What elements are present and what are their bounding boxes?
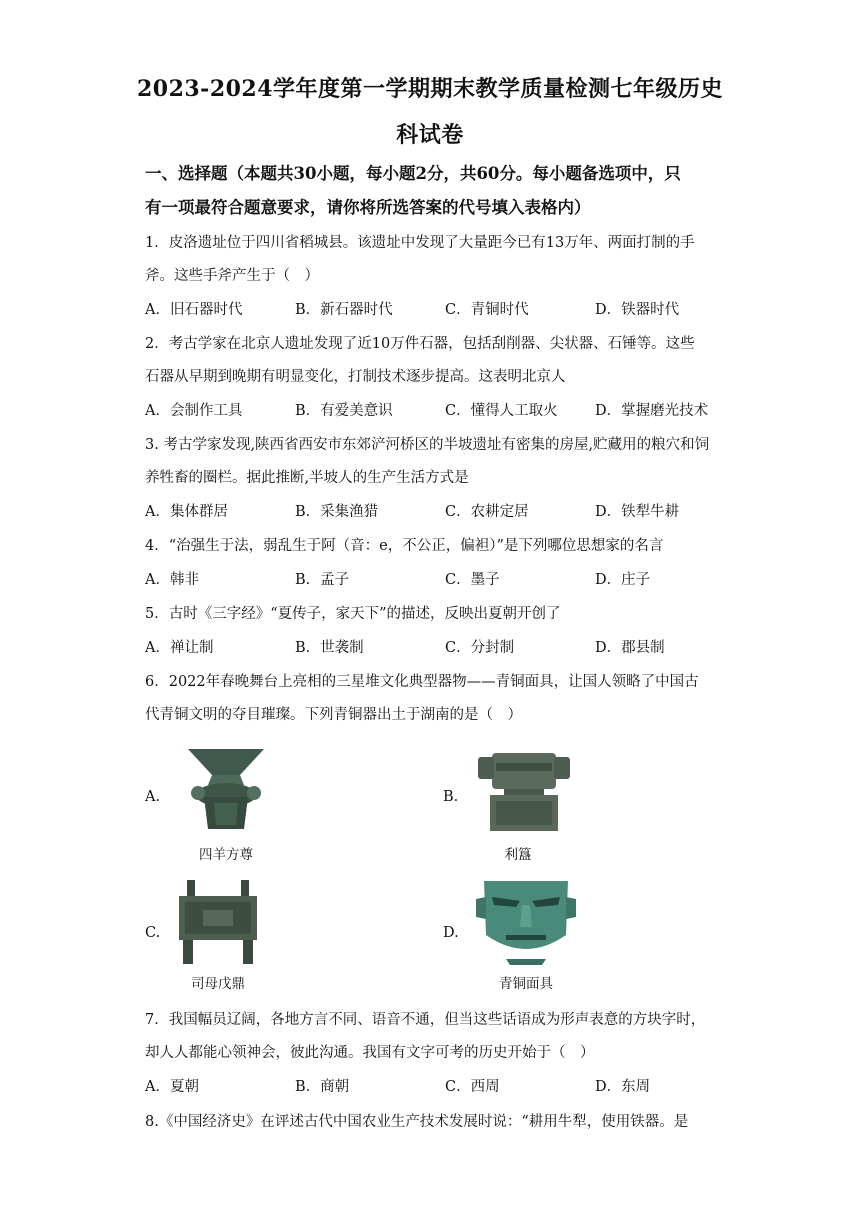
option-d[interactable]: D．东周 xyxy=(595,1079,651,1095)
question-4-line1: 4．“治强生于法，弱乱生于阿（音：e，不公正，偏袒）”是下列哪位思想家的名言 xyxy=(145,538,664,554)
option-b[interactable]: B．商朝 xyxy=(295,1079,350,1095)
question-7-line1: 7．我国幅员辽阔，各地方言不同、语音不通，但当这些话语成为形声表意的方块字时， xyxy=(145,1012,706,1028)
option-b[interactable]: B．世袭制 xyxy=(295,640,364,656)
section-heading-line1: 一、选择题（本题共30小题，每小题2分，共60分。每小题备选项中，只 xyxy=(145,164,681,183)
option-b[interactable]: B．采集渔猎 xyxy=(295,504,379,520)
option-c[interactable]: C．农耕定居 xyxy=(445,504,529,520)
image-option-d-label[interactable]: D. xyxy=(443,925,459,941)
question-6-line2: 代青铜文明的夺目璀璨。下列青铜器出土于湖南的是（ ） xyxy=(145,707,522,723)
question-8-line1: 8.《中国经济史》在评述古代中国农业生产技术发展时说：“耕用牛犁，使用铁器。是 xyxy=(145,1114,689,1130)
image-option-c-label[interactable]: C. xyxy=(145,925,161,941)
question-1-options xyxy=(145,298,725,318)
bronze-mask-icon[interactable] xyxy=(476,875,576,965)
image-option-b-label[interactable]: B. xyxy=(443,789,459,805)
option-c[interactable]: C．分封制 xyxy=(445,640,515,656)
question-2-line2: 石器从早期到晚期有明显变化，打制技术逐步提高。这表明北京人 xyxy=(145,369,566,385)
option-a[interactable]: A．夏朝 xyxy=(145,1079,199,1095)
option-d[interactable]: D．掌握磨光技术 xyxy=(595,403,709,419)
question-3-options xyxy=(145,500,725,520)
question-6-line1: 6．2022年春晚舞台上亮相的三星堆文化典型器物——青铜面具，让国人领略了中国古 xyxy=(145,674,699,690)
image-option-a-caption: 四羊方尊 xyxy=(199,847,253,863)
question-1-line2: 斧。这些手斧产生于（ ） xyxy=(145,268,319,284)
four-goat-square-zun-icon[interactable] xyxy=(178,745,274,833)
question-7-options xyxy=(145,1075,725,1095)
simuwu-ding-icon[interactable] xyxy=(173,878,263,966)
question-5-options xyxy=(145,636,725,656)
option-b[interactable]: B．新石器时代 xyxy=(295,302,393,318)
option-a[interactable]: A．集体群居 xyxy=(145,504,228,520)
option-d[interactable]: D．郡县制 xyxy=(595,640,665,656)
image-option-c-caption: 司母戊鼎 xyxy=(191,976,245,992)
option-a[interactable]: A．旧石器时代 xyxy=(145,302,243,318)
section-heading-line2: 有一项最符合题意要求，请你将所选答案的代号填入表格内） xyxy=(145,198,591,217)
question-3-line2: 养牲畜的圈栏。据此推断,半坡人的生产生活方式是 xyxy=(145,470,469,486)
option-d[interactable]: D．铁器时代 xyxy=(595,302,680,318)
question-5-line1: 5．古时《三字经》“夏传子，家天下”的描述，反映出夏朝开创了 xyxy=(145,606,561,622)
li-gui-icon[interactable] xyxy=(474,745,574,833)
option-c[interactable]: C．懂得人工取火 xyxy=(445,403,558,419)
exam-title-line1: 2023-2024学年度第一学期期末教学质量检测七年级历史 xyxy=(136,76,724,102)
option-c[interactable]: C．西周 xyxy=(445,1079,500,1095)
question-2-line1: 2．考古学家在北京人遗址发现了近10万件石器，包括刮削器、尖状器、石锤等。这些 xyxy=(145,336,695,352)
option-b[interactable]: B．孟子 xyxy=(295,572,350,588)
image-option-a-label[interactable]: A. xyxy=(145,789,161,805)
question-7-line2: 却人人都能心领神会，彼此沟通。我国有文字可考的历史开始于（ ） xyxy=(145,1045,595,1061)
option-b[interactable]: B．有爱美意识 xyxy=(295,403,393,419)
question-1-line1: 1．皮洛遗址位于四川省稻城县。该遗址中发现了大量距今已有13万年、两面打制的手 xyxy=(145,235,695,251)
exam-title-line2: 科试卷 xyxy=(396,122,464,148)
question-3-line1: 3. 考古学家发现,陕西省西安市东郊浐河桥区的半坡遗址有密集的房屋,贮藏用的粮穴和饲 xyxy=(145,437,710,453)
option-c[interactable]: C．青铜时代 xyxy=(445,302,529,318)
option-c[interactable]: C．墨子 xyxy=(445,572,500,588)
image-option-d-caption: 青铜面具 xyxy=(499,976,553,992)
question-4-options xyxy=(145,568,725,588)
option-a[interactable]: A．会制作工具 xyxy=(145,403,243,419)
option-d[interactable]: D．铁犁牛耕 xyxy=(595,504,680,520)
question-2-options xyxy=(145,399,725,419)
image-option-b-caption: 利簋 xyxy=(504,847,532,863)
option-d[interactable]: D．庄子 xyxy=(595,572,651,588)
option-a[interactable]: A．韩非 xyxy=(145,572,199,588)
option-a[interactable]: A．禅让制 xyxy=(145,640,214,656)
